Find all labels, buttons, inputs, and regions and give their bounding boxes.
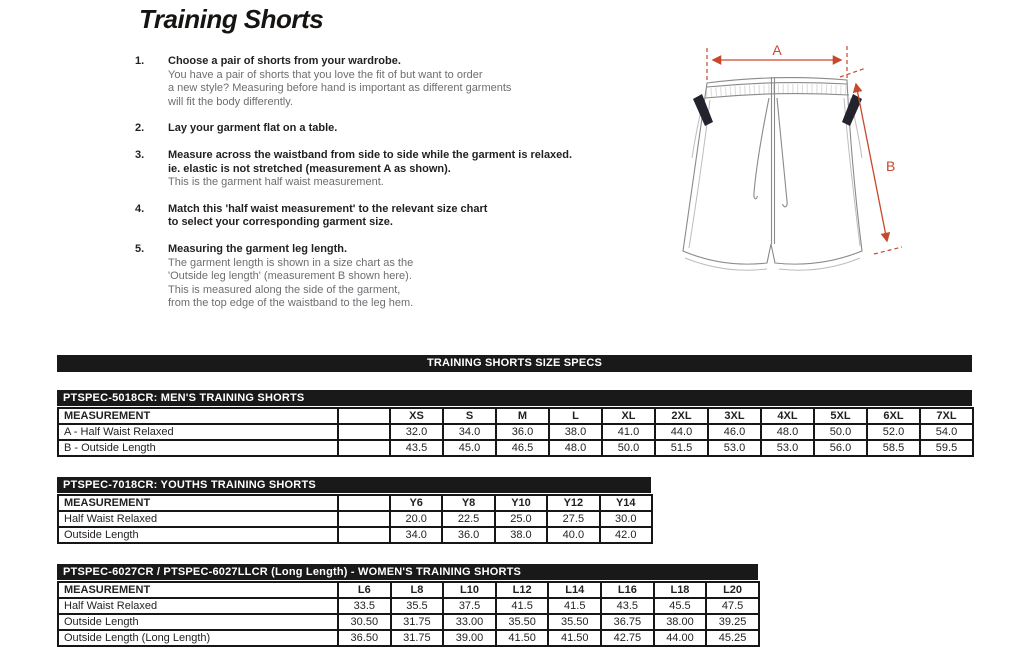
- instruction-text: [168, 243, 635, 311]
- value-cell: 36.0: [496, 424, 549, 440]
- table-row: [58, 424, 973, 440]
- left-pocket-zip-icon: [693, 94, 713, 126]
- instruction-number: 5.: [135, 242, 145, 255]
- column-header: 6XL: [867, 408, 920, 424]
- column-header: L8: [391, 582, 444, 598]
- instruction-item: [135, 243, 635, 311]
- instruction-line: Measure across the waistband from side to side while the garment is relaxed.: [168, 148, 573, 161]
- value-cell: 48.0: [549, 440, 602, 456]
- value-cell: 36.75: [601, 614, 654, 630]
- value-cell: 39.00: [443, 630, 496, 646]
- table-header-row: [58, 408, 973, 424]
- table-header-row: [58, 495, 652, 511]
- column-header: Y8: [442, 495, 494, 511]
- column-header: L12: [496, 582, 549, 598]
- instruction-number: 4.: [135, 202, 145, 215]
- waistband-ribbing: [706, 89, 848, 93]
- value-cell: 48.0: [761, 424, 814, 440]
- value-cell: 41.5: [548, 598, 601, 614]
- value-cell: 37.5: [443, 598, 496, 614]
- table-title: PTSPEC-7018CR: YOUTHS TRAINING SHORTS: [57, 477, 651, 493]
- value-cell: 39.25: [706, 614, 759, 630]
- column-header: 3XL: [708, 408, 761, 424]
- instruction-line: Choose a pair of shorts from your wardrobe.: [168, 55, 401, 67]
- value-cell: 36.50: [338, 630, 391, 646]
- value-cell: 46.0: [708, 424, 761, 440]
- size-table: [57, 407, 974, 457]
- instruction-line: This is measured along the side of the garment,: [168, 283, 401, 296]
- size-table-block: [57, 564, 760, 647]
- value-cell: 42.75: [601, 630, 654, 646]
- value-cell: 25.0: [495, 511, 547, 527]
- value-cell: 31.75: [391, 614, 444, 630]
- value-cell: 41.5: [496, 598, 549, 614]
- value-cell: 34.0: [443, 424, 496, 440]
- value-cell: 47.5: [706, 598, 759, 614]
- column-header: L10: [443, 582, 496, 598]
- value-cell: 38.0: [495, 527, 547, 543]
- drawstring-left: [754, 98, 769, 199]
- measurement-header: MEASUREMENT: [58, 408, 338, 424]
- column-header: 2XL: [655, 408, 708, 424]
- size-table-block: [57, 477, 653, 544]
- value-cell: 41.50: [496, 630, 549, 646]
- row-label: Outside Length: [58, 614, 338, 630]
- instruction-line: Measuring the garment leg length.: [168, 242, 348, 255]
- measurement-arrow-b: [840, 68, 902, 254]
- spacer-cell: [338, 424, 390, 440]
- value-cell: 53.0: [708, 440, 761, 456]
- instruction-line: This is the garment half waist measurement.: [168, 176, 384, 189]
- column-header: 5XL: [814, 408, 867, 424]
- value-cell: 41.50: [548, 630, 601, 646]
- measurement-arrow-a: [707, 42, 847, 81]
- value-cell: 50.0: [602, 440, 655, 456]
- value-cell: 58.5: [867, 440, 920, 456]
- instruction-line: You have a pair of shorts that you love the fit of but want to order: [168, 68, 483, 81]
- instruction-item: [135, 203, 635, 230]
- instruction-line: The garment length is shown in a size chart as the: [168, 256, 414, 269]
- column-header: S: [443, 408, 496, 424]
- value-cell: 27.5: [547, 511, 599, 527]
- table-row: [58, 614, 759, 630]
- column-header: L18: [654, 582, 707, 598]
- table-title: PTSPEC-5018CR: MEN'S TRAINING SHORTS: [57, 390, 972, 406]
- value-cell: 32.0: [390, 424, 443, 440]
- spacer-cell: [338, 440, 390, 456]
- measurement-header: MEASUREMENT: [58, 582, 338, 598]
- size-table-block: [57, 390, 974, 457]
- instruction-number: 2.: [135, 122, 145, 135]
- value-cell: 34.0: [390, 527, 442, 543]
- value-cell: 22.5: [442, 511, 494, 527]
- spacer-cell: [338, 408, 390, 424]
- size-specs-banner: TRAINING SHORTS SIZE SPECS: [57, 355, 972, 372]
- column-header: Y12: [547, 495, 599, 511]
- value-cell: 50.0: [814, 424, 867, 440]
- row-label: B - Outside Length: [58, 440, 338, 456]
- table-header-row: [58, 582, 759, 598]
- value-cell: 31.75: [391, 630, 444, 646]
- column-header: XL: [602, 408, 655, 424]
- instruction-text: [168, 55, 635, 109]
- column-header: L20: [706, 582, 759, 598]
- value-cell: 30.50: [338, 614, 391, 630]
- table-row: [58, 527, 652, 543]
- value-cell: 53.0: [761, 440, 814, 456]
- row-label: Half Waist Relaxed: [58, 511, 338, 527]
- value-cell: 52.0: [867, 424, 920, 440]
- size-table: [57, 494, 653, 544]
- value-cell: 42.0: [600, 527, 652, 543]
- value-cell: 56.0: [814, 440, 867, 456]
- instruction-number: 1.: [135, 55, 145, 67]
- instruction-item: [135, 149, 635, 190]
- value-cell: 46.5: [496, 440, 549, 456]
- shorts-outline: [683, 78, 862, 265]
- value-cell: 30.0: [600, 511, 652, 527]
- column-header: 4XL: [761, 408, 814, 424]
- column-header: 7XL: [920, 408, 973, 424]
- column-header: L16: [601, 582, 654, 598]
- table-row: [58, 630, 759, 646]
- shorts-diagram: [668, 38, 928, 288]
- column-header: Y6: [390, 495, 442, 511]
- value-cell: 35.5: [391, 598, 444, 614]
- instruction-line: Match this 'half waist measurement' to the relevant size chart: [168, 202, 488, 215]
- instruction-line: a new style? Measuring before hand is important as different garments: [168, 82, 512, 95]
- row-label: A - Half Waist Relaxed: [58, 424, 338, 440]
- column-header: XS: [390, 408, 443, 424]
- value-cell: 38.0: [549, 424, 602, 440]
- waistband-bottom-line: [705, 94, 849, 98]
- instruction-text: [168, 149, 635, 190]
- value-cell: 44.0: [655, 424, 708, 440]
- column-header: M: [496, 408, 549, 424]
- size-table: [57, 581, 760, 647]
- value-cell: 44.00: [654, 630, 707, 646]
- instruction-item: [135, 55, 635, 109]
- spacer-cell: [338, 527, 390, 543]
- value-cell: 51.5: [655, 440, 708, 456]
- column-header: L: [549, 408, 602, 424]
- instruction-line: from the top edge of the waistband to the leg hem.: [168, 297, 414, 310]
- table-row: [58, 598, 759, 614]
- instruction-text: [168, 122, 635, 136]
- value-cell: 40.0: [547, 527, 599, 543]
- value-cell: 43.5: [601, 598, 654, 614]
- instruction-number: 3.: [135, 148, 145, 161]
- page-title: Training Shorts: [139, 4, 324, 34]
- column-header: Y14: [600, 495, 652, 511]
- label-b: B: [886, 158, 896, 174]
- value-cell: 45.0: [443, 440, 496, 456]
- spacer-cell: [338, 495, 390, 511]
- instruction-line: ie. elastic is not stretched (measurement A as shown).: [168, 162, 451, 175]
- row-label: Outside Length (Long Length): [58, 630, 338, 646]
- value-cell: 54.0: [920, 424, 973, 440]
- spacer-cell: [338, 511, 390, 527]
- instruction-line: to select your corresponding garment size.: [168, 216, 393, 229]
- instruction-line: will fit the body differently.: [168, 95, 293, 108]
- value-cell: 36.0: [442, 527, 494, 543]
- value-cell: 41.0: [602, 424, 655, 440]
- row-label: Half Waist Relaxed: [58, 598, 338, 614]
- value-cell: 45.25: [706, 630, 759, 646]
- instruction-line: Lay your garment flat on a table.: [168, 122, 338, 135]
- instruction-text: [168, 203, 635, 230]
- drawstring-right: [777, 98, 787, 207]
- column-header: Y10: [495, 495, 547, 511]
- table-row: [58, 440, 973, 456]
- row-label: Outside Length: [58, 527, 338, 543]
- instruction-list: [135, 55, 635, 324]
- table-row: [58, 511, 652, 527]
- value-cell: 33.00: [443, 614, 496, 630]
- column-header: L14: [548, 582, 601, 598]
- value-cell: 35.50: [548, 614, 601, 630]
- instruction-line: 'Outside leg length' (measurement B shown here).: [168, 270, 412, 283]
- value-cell: 59.5: [920, 440, 973, 456]
- table-title: PTSPEC-6027CR / PTSPEC-6027LLCR (Long Length) - WOMEN'S TRAINING SHORTS: [57, 564, 758, 580]
- label-a: A: [772, 42, 782, 58]
- value-cell: 38.00: [654, 614, 707, 630]
- column-header: L6: [338, 582, 391, 598]
- value-cell: 43.5: [390, 440, 443, 456]
- measurement-header: MEASUREMENT: [58, 495, 338, 511]
- value-cell: 33.5: [338, 598, 391, 614]
- value-cell: 45.5: [654, 598, 707, 614]
- value-cell: 35.50: [496, 614, 549, 630]
- instruction-item: [135, 122, 635, 136]
- value-cell: 20.0: [390, 511, 442, 527]
